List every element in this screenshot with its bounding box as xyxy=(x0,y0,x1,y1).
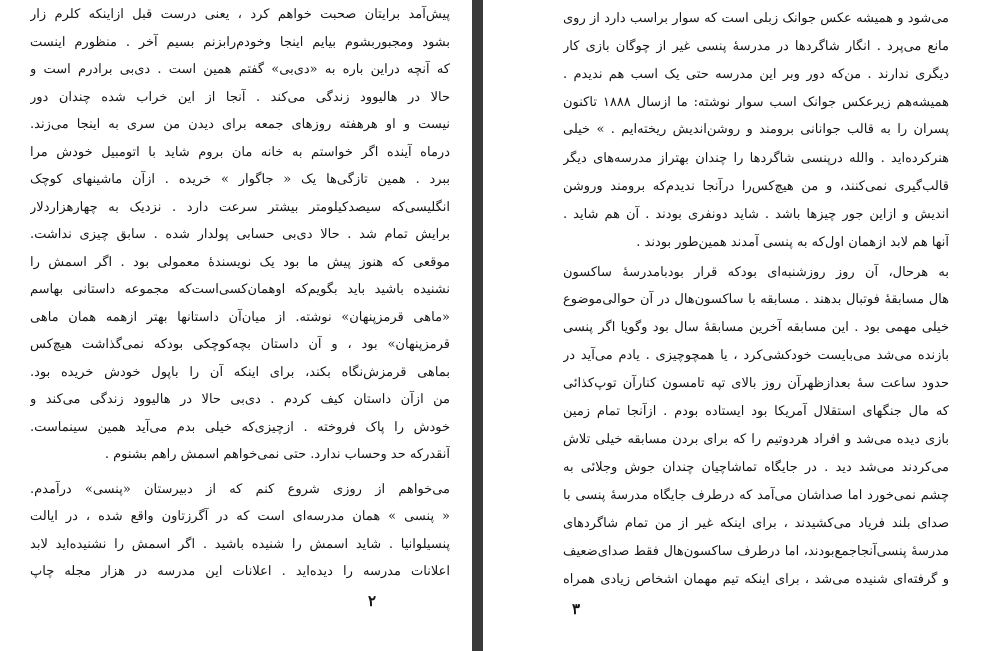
text-line: و گرفته‌ای شنیده می‌شد ، برای اینکه تیم مهمان اشخاص زیادی همراه xyxy=(563,572,949,587)
text-line: بازنده می‌شد می‌بایست خودکشی‌کرد ، یا همچوچیزی . یادم می‌آید در xyxy=(563,348,949,363)
text-line: به هرحال، آن روز روزشنبه‌ای بودکه قرار بودبامدرسهٔ ساکسون‌ xyxy=(563,265,949,280)
text-line: هنرکرده‌اید . والله درپنسی شاگردها را چندان بهتراز مدرسه‌های دیگر xyxy=(563,151,949,166)
text-line: صدای بلند فریاد می‌کشیدند ، برای اینکه غیر از من تمام شاگردهای xyxy=(563,516,949,531)
text-line: که مال جنگهای استقلال آمریکا بود ایستاده بودم . ازآنجا تمام زمین xyxy=(563,404,949,419)
text-line: ببرد . همین تازگی‌ها یک « جاگوار » خریده . ازآن ماشینهای کوچک xyxy=(30,172,450,187)
text-line: خیلی مهمی بود . این مسابقه آخرین مسابقهٔ سال بود وگویا اگر پنسی xyxy=(563,320,949,335)
text-line: قالب‌گیری نمی‌کنند، و من هیچ‌کس‌را درآنجا ندیدم‌که برومند وروشن‌ xyxy=(563,179,949,194)
text-line: بماهی قرمزش‌نگاه بکند، برای اینکه آن را باپول خودش خریده بود. xyxy=(30,365,450,380)
text-line: پسران را به قالب جوانانی برومند و روشن‌اندیش ریخته‌ایم . » خیلی xyxy=(563,122,949,137)
text-line: دیگری ندارند . من‌که دور وبر این مدرسه حتی یک اسب هم ندیدم . xyxy=(563,67,949,82)
text-line: پنسیلوانیا . شاید اسمش را شنیده باشید . اگر اسمش را نشنیده‌اید لابد xyxy=(30,537,450,552)
text-line: می‌خواهم از روزی شروع کنم که از دبیرستان «پنسی» درآمدم. xyxy=(30,482,450,497)
text-line: برایش تمام شد . حالا دی‌بی حسابی پولدار شده . سابق چیزی نداشت. xyxy=(30,227,450,242)
text-line: اندیش و ازاین جور چیزها باشد . شاید دونفری بودند . آن هم شاید . xyxy=(563,207,949,222)
text-line: من ازآن داستان کیف کردم . دی‌بی حالا در هالیوود زندگی می‌کند و xyxy=(30,392,450,407)
page-number: ۲ xyxy=(368,592,377,610)
book-gutter xyxy=(472,0,483,651)
text-line: همیشه‌هم زیرعکس جوانک اسب سوار نوشته: ما ازسال ۱۸۸۸ تاکنون xyxy=(563,95,949,110)
text-line: هال مسابقهٔ فوتبال بدهند . مسابقه با ساکسون‌هال در آن حوالی‌موضوع xyxy=(563,292,949,307)
text-line: می‌شود و همیشه عکس جوانک زبلی است که سوار براسب دارد از روی xyxy=(563,11,949,26)
right-page xyxy=(483,0,981,651)
text-line: نیست و او هرهفته روزهای جمعه برای دیدن من سری به اینجا می‌زند. xyxy=(30,117,450,132)
text-line: مدرسهٔ پنسی‌آنجاجمع‌بودند، اما درطرف ساکسون‌هال فقط صدای‌ضعیف xyxy=(563,544,949,559)
text-line: پیش‌آمد برایتان صحبت خواهم کرد ، یعنی درست قبل ازاینکه کلرم زار xyxy=(30,7,450,22)
text-line: مانع می‌پرد . انگار شاگردها در مدرسهٔ پنسی غیر از چوگان بازی کار xyxy=(563,39,949,54)
left-page xyxy=(0,0,472,651)
page-number: ۳ xyxy=(572,600,581,618)
text-line: حالا در هالیوود زندگی می‌کند . آنجا از این خراب شده چندان دور xyxy=(30,90,450,105)
text-line: آنها هم لابد ازهمان اول‌که به پنسی آمدند همین‌طور بودند . xyxy=(636,235,949,250)
text-line: « پنسی » همان مدرسه‌ای است که در آگرزتاون واقع شده ، در ایالت xyxy=(30,509,450,524)
text-line: حدود ساعت سهٔ بعدازظهرآن روز بالای تپه تامسون کنارآن توپ‌کذائی xyxy=(563,376,949,391)
text-line: موقعی که هنوز پیش ما بود یک نویسندهٔ معمولی بود . اگر اسمش را xyxy=(30,255,450,270)
text-line: نشنیده باشید باید بگویم‌که اوهمان‌کسی‌است‌که مجموعه داستانی بهاسم xyxy=(30,282,450,297)
text-line: آنقدرکه حد وحساب ندارد. حتی نمی‌خواهم اسمش راهم بشنوم . xyxy=(104,447,450,462)
text-line: بازی دیده می‌شد و افراد هردوتیم را که برای بردن مسابقه خیلی تلاش xyxy=(563,432,949,447)
text-line: خودش را پاک فروخته . ازچیزی‌که خیلی بدم می‌آید همین سینماست. xyxy=(30,420,450,435)
text-line: می‌کردند می‌شد دید . در جایگاه تماشاچیان چندان جوش وجلائی به xyxy=(563,460,949,475)
text-line: انگلیسی‌که سیصدکیلومتر بیشتر سرعت دارد . نزدیک به چهارهزاردلار xyxy=(30,200,450,215)
text-line: بشود ومجبوربشوم بیایم اینجا وخودم‌رابزنم بسیم آخر . منظورم اینست xyxy=(30,35,450,50)
text-line: قرمزپنهان» بود ، و آن داستان بچه‌کوچکی بودکه نمی‌گذاشت هیچ‌کس xyxy=(30,337,450,352)
text-line: که آنچه دراین باره به «دی‌بی» گفتم همین است . دی‌بی برادرم است و xyxy=(30,62,450,77)
text-line: «ماهی قرمزپنهان» نوشته. از میان‌آن داستانها بهتر ازهمه همان ماهی xyxy=(30,310,450,325)
text-line: درماه آینده اگر خواستم به خانه مان بروم شاید با اتومبیل خودش مرا xyxy=(30,145,450,160)
text-line: چشم نمی‌خورد اما صداشان می‌آمد که درطرف جایگاه مدرسهٔ پنسی با xyxy=(563,488,949,503)
text-line: اعلانات مدرسه را دیده‌اید . اعلانات این مدرسه در هزار مجله چاپ xyxy=(30,564,450,579)
